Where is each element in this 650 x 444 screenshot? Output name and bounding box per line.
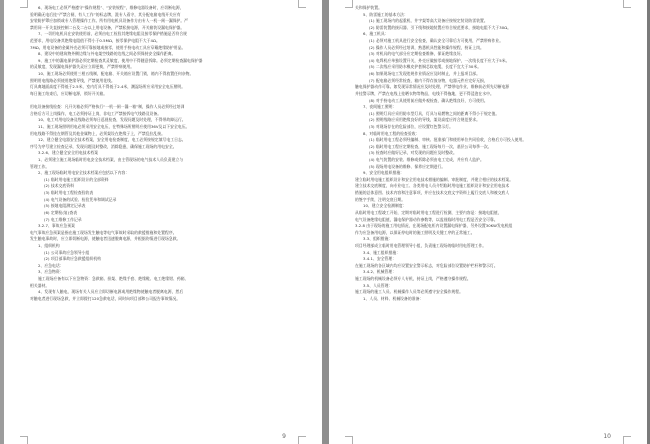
text-line: 12、建立健全电器安全技术档案，安全用电检查制度，电工必须按规定填写电工日志。 — [38, 137, 186, 143]
page-gap — [322, 0, 329, 444]
text-line: 1、必须建立施工现场临时用电安全技术档案，由主管现场的电气技术人员负责建立与 — [38, 157, 184, 163]
text-line: 安装防护罩应加锁或专人管理操作工作。所有用电机具设备作方由专人一机一闸一漏保护。严 — [30, 18, 189, 24]
text-line: 灯具离地面高度不得低于2.5米，室内灯具不得低于2.4米，潮湿场所应采用安全电压照明。 — [30, 84, 186, 90]
text-line: 施工现场的施工人员、机械操作人员等必须遵守安全操作规程。 — [355, 289, 463, 295]
text-line: 10、建立安全检测制度： — [363, 203, 407, 209]
text-line: 3.2.8 由于现场的施工用电情况，在现场配电柜内设置漏电保护器，另外设置30KW发电机组 — [355, 223, 513, 229]
text-line: 作为应急备用电源，以保证停电时的施工照明及关键工序的正常施工。 — [355, 229, 475, 235]
text-line: 措施的总体意图、技术内容和注意事项，并应在技术交底文字资料上履行交底人和被交底人 — [355, 190, 510, 196]
text-line: 从临时用电工程竣工开始，定期对临时用电工程进行检测，主要内容是：接地电阻值， — [355, 209, 502, 215]
text-line: 施工现场的机械设备必须专人专机，持证上岗，严格遵守操作规程。 — [355, 275, 471, 281]
text-line: (1) 临时用电施工组织设计的全部资料 — [44, 176, 109, 182]
text-line: (7) 电工维修工作记录 — [44, 216, 82, 222]
text-line: 的签字手续，注明交底日期。 — [355, 196, 406, 202]
text-line: (3) 对现场存在的危险部位，应设置红色警示灯。 — [369, 123, 453, 129]
margin-marker — [345, 436, 353, 444]
text-line: (1) 照明灯具应采用防水型灯具，灯具与易燃物之间的距离不得小于规定值。 — [369, 110, 500, 116]
text-line: (4) 电气装置的安装、维修或拆除必须由电工完成，并应有人监护。 — [369, 157, 484, 163]
text-line: 3.4、施工组织措施： — [363, 249, 401, 255]
text-line: 用电线路不得挂在钢管及其他金属物上，必须架设在绝缘子上，严禁乱拉乱接。 — [30, 130, 165, 136]
text-line: 的灵敏度，发现漏电保护器失灵应立即更换，严禁带病使用。 — [30, 64, 135, 70]
margin-marker — [623, 436, 631, 444]
text-line: 7MΩ。用电设备的金属外壳必须可靠接地或接零，使用手持电动工具应穿戴绝缘防护用品。 — [30, 44, 186, 50]
text-line: 2、应急电话： — [38, 262, 64, 268]
text-line: 验明确无电后挂“严禁合闸，有人工作”的标志牌，派专人看守，其分配电箱电线开关应有 — [30, 11, 181, 17]
text-line: 4、发现有人触电，现场有关人员应立即切断电源或用绝缘物使触电者脱离电源，然后 — [38, 289, 184, 295]
text-line: 10、施工现场必须使用三相五线制，配电箱、开关箱应设置门锁，箱内不得放置任何杂物。 — [38, 71, 194, 77]
margin-marker — [345, 0, 353, 8]
text-line: 7、一切用电机具在安装使用前，必须由电工检验其绝缘电阻及接零保护措施是否符合规 — [38, 31, 188, 37]
text-line: 合格后方可上岗操作，电工必须持证上岗，非电工严禁接拆电气线路及设备。 — [30, 110, 162, 116]
page-body[interactable] — [30, 5, 300, 430]
page-number: 10 — [603, 433, 611, 440]
text-line: 5、防雷施工的基本方法： — [363, 11, 408, 17]
text-line: (1) 公司事故应急领导小组 — [44, 249, 90, 255]
text-line: 管理工作。 — [30, 163, 50, 169]
text-line: (2) 技术交底资料 — [44, 183, 74, 189]
text-line: (6) 定期检(复)查表 — [44, 209, 78, 215]
page-body[interactable] — [355, 5, 625, 430]
text-line: 关和保护装置。 — [355, 5, 382, 10]
text-line: 6、现场电工必须严格遵守“操作规程”、“安装规程”，维修电器设备时，应切断电源， — [38, 5, 184, 10]
document-page-left — [4, 0, 322, 444]
text-line: 范要求，用电设备其绝缘电阻值不得小于0.5MΩ，接零保护电阻不大于4Ω。 — [30, 38, 160, 44]
margin-marker — [20, 436, 28, 444]
margin-marker — [298, 436, 306, 444]
text-line: 3.5、人员管理： — [363, 282, 393, 288]
text-line: 3、应急物资： — [38, 269, 64, 275]
text-line: 相关器材。 — [30, 282, 50, 288]
text-line: 3.2.6、建立健全安全用电技术档案 — [38, 150, 99, 156]
text-line: (1) 临时用电工程必须经编制、审核、批准部门和使用单位共同验收，合格后方可投入使用。 — [369, 137, 527, 143]
text-line: 照明用电线路必须使用绝缘导线，严禁使用花线。 — [30, 77, 115, 83]
text-line: (5) 接地电阻测定记录表 — [44, 203, 86, 209]
text-line: (2) 防雷装置的接闪器、引下线和接地装置应符合规范要求，接地电阻不大于30Ω。 — [369, 24, 512, 30]
text-line: 禁用同一开关直接控制二台及二台以上用电设备，严禁私接电源，开关箱装设漏电保护器。 — [30, 24, 185, 30]
margin-marker — [20, 0, 28, 8]
text-line: 3.3、组织措施： — [363, 236, 393, 242]
text-line: (3) 对机具的电气部分应定期检查维修，保证绝缘良好。 — [369, 51, 465, 57]
text-line: 发生触电事故时，应立即切断电源，使触电者迅速脱离电源，并根据伤情进行现场急救。 — [30, 236, 181, 242]
page-number: 9 — [282, 433, 286, 440]
text-line: (2) 项目部事故应急救援组织机构 — [44, 256, 101, 262]
text-line: 并挂警示牌，严禁在电线上挂晒衣物等物品，电线不得拖地，更不得浸泡在水中。 — [355, 90, 494, 96]
text-line: 建立临时用电施工组织设计和安全用电技术措施的编制、审批制度，并建立相应的技术档案。 — [355, 176, 514, 182]
text-line: 9、施工中的漏电保护器必须定期检查其灵敏度，使用中不得随意拆除。必须定期检查漏电保护器 — [38, 57, 203, 63]
text-line: 1、组织机构 — [38, 242, 60, 248]
text-line: 8、建设中的建筑物外侧边缘与外电架空线路的边线之间必须保持安全操作距离。 — [38, 51, 176, 57]
text-line — [30, 98, 300, 105]
text-line: (3) 检查时应做好记录，对发现的问题应及时整改。 — [369, 150, 457, 156]
text-line: (1) 施工现场内的起重机、井字架等高大设备应按规定装设防雷装置。 — [369, 18, 488, 24]
text-line: 每日施工结束后，应切断电源，锁好开关箱。 — [30, 90, 108, 96]
document-page-right — [329, 0, 647, 444]
text-line: (7) 配电箱必须经常检查，箱内不得存放杂物，电器元件应完好无损， — [369, 77, 488, 83]
text-line: (3) 临时用电工程检查验收表 — [44, 190, 94, 196]
text-line: 施工现场应备有以下应急物资：急救箱、担架、绝缘手套、绝缘鞋、电工绝缘钳、药箱、 — [38, 275, 189, 281]
text-line: 3.4.2、机械管理： — [363, 269, 397, 275]
text-line: 对触电者进行现场急救，并立即拨打120急救电话，同时向项目部和公司报告事故情况。 — [30, 295, 181, 301]
text-line: (5) 二次线应采用防水橡皮护套铜芯软电缆，长度不宜大于30米。 — [369, 64, 482, 70]
text-line: 3.4.1、安全管理： — [363, 256, 397, 262]
text-line: 9、安全用电组织措施： — [363, 170, 405, 176]
text-line: (8) 对手持电动工具使用前应做外观检查，确认绝缘良好，方可使用。 — [369, 97, 488, 103]
text-line: (1) 必须对施工机具进行安全检查，确认安全可靠后方可使用，严禁带病作业。 — [369, 38, 504, 44]
text-line: 电气设备绝缘电阻值，漏电保护器动作参数等，以监视临时用电工程是否安全可靠。 — [355, 216, 498, 222]
text-line: 6、施工机具： — [363, 31, 389, 37]
text-line: 3.2.7、事故应急预案 — [38, 223, 75, 229]
text-line: (6) 如果现场电工发现违规作业情况应及时制止，并上报项目部。 — [369, 71, 480, 77]
text-line: (2) 临时用电工程应定期检查，施工现场每月一次，基层公司每季一次。 — [369, 143, 492, 149]
text-line: 11、施工现场照明用电必须采用安全电压，在特殊场所照明应使用36V及以下安全电压。 — [38, 123, 190, 129]
text-line: 10、电工对用电设备及线路必须每日巡视检查，发现问题及时处理，不得带故障运行。 — [38, 117, 186, 123]
text-line: (2) 照明线路应采用绝缘良好的导线，架设高度应符合规范要求。 — [369, 117, 480, 123]
text-line: 项目经理部成立临时用电管理领导小组，负责施工现场的临时用电管理工作。 — [355, 242, 487, 248]
text-line: 用电设备接线检查：凡开关箱必须严格执行“一机一闸一漏一箱”制，操作人员必须经过培训 — [30, 104, 185, 110]
text-line: 1、人员、材料、机械设备的准备： — [363, 295, 424, 301]
text-line: (4) 电气设备的试验、检验凭单和调试记录 — [44, 196, 117, 202]
text-line: 8、对临时用电工程的检查验收： — [363, 130, 420, 136]
text-line: 序号为序号建立检查记录，发现问题及时整改，消除隐患，确保施工现场的用电安全。 — [30, 143, 177, 149]
text-line: (5) 现场用电设备的维修、保养应定期进行。 — [369, 163, 446, 169]
text-line: 7、夜间施工照明： — [363, 104, 397, 110]
text-line: (4) 电焊机应单独设置开关，外壳应做接零或接地保护，一次线长度不应大于5米。 — [369, 57, 510, 63]
text-line: (2) 操作人员必须经过培训，熟悉机具性能和操作规程，持证上岗。 — [369, 44, 484, 50]
text-line: 触电保护器动作可靠。如发现异常情况应及时处理，严禁带电作业，维修前必须先切断电源 — [355, 84, 510, 90]
text-line: 2、施工现场临时用电安全技术档案应包括以下内容： — [38, 170, 130, 176]
text-line: 电气事故应急预案是指在施工现场发生触电等电气事故时采取的救援措施和处置程序。 — [30, 229, 177, 235]
text-line: 建立技术交底制度，向专业电工、各类用电人员介绍临时用电施工组织设计和安全用电技术 — [355, 183, 510, 189]
text-line: 在施工现场的各区域内均应设置安全警示标志，对危险部位设置防护栏杆和警示灯。 — [355, 262, 498, 268]
